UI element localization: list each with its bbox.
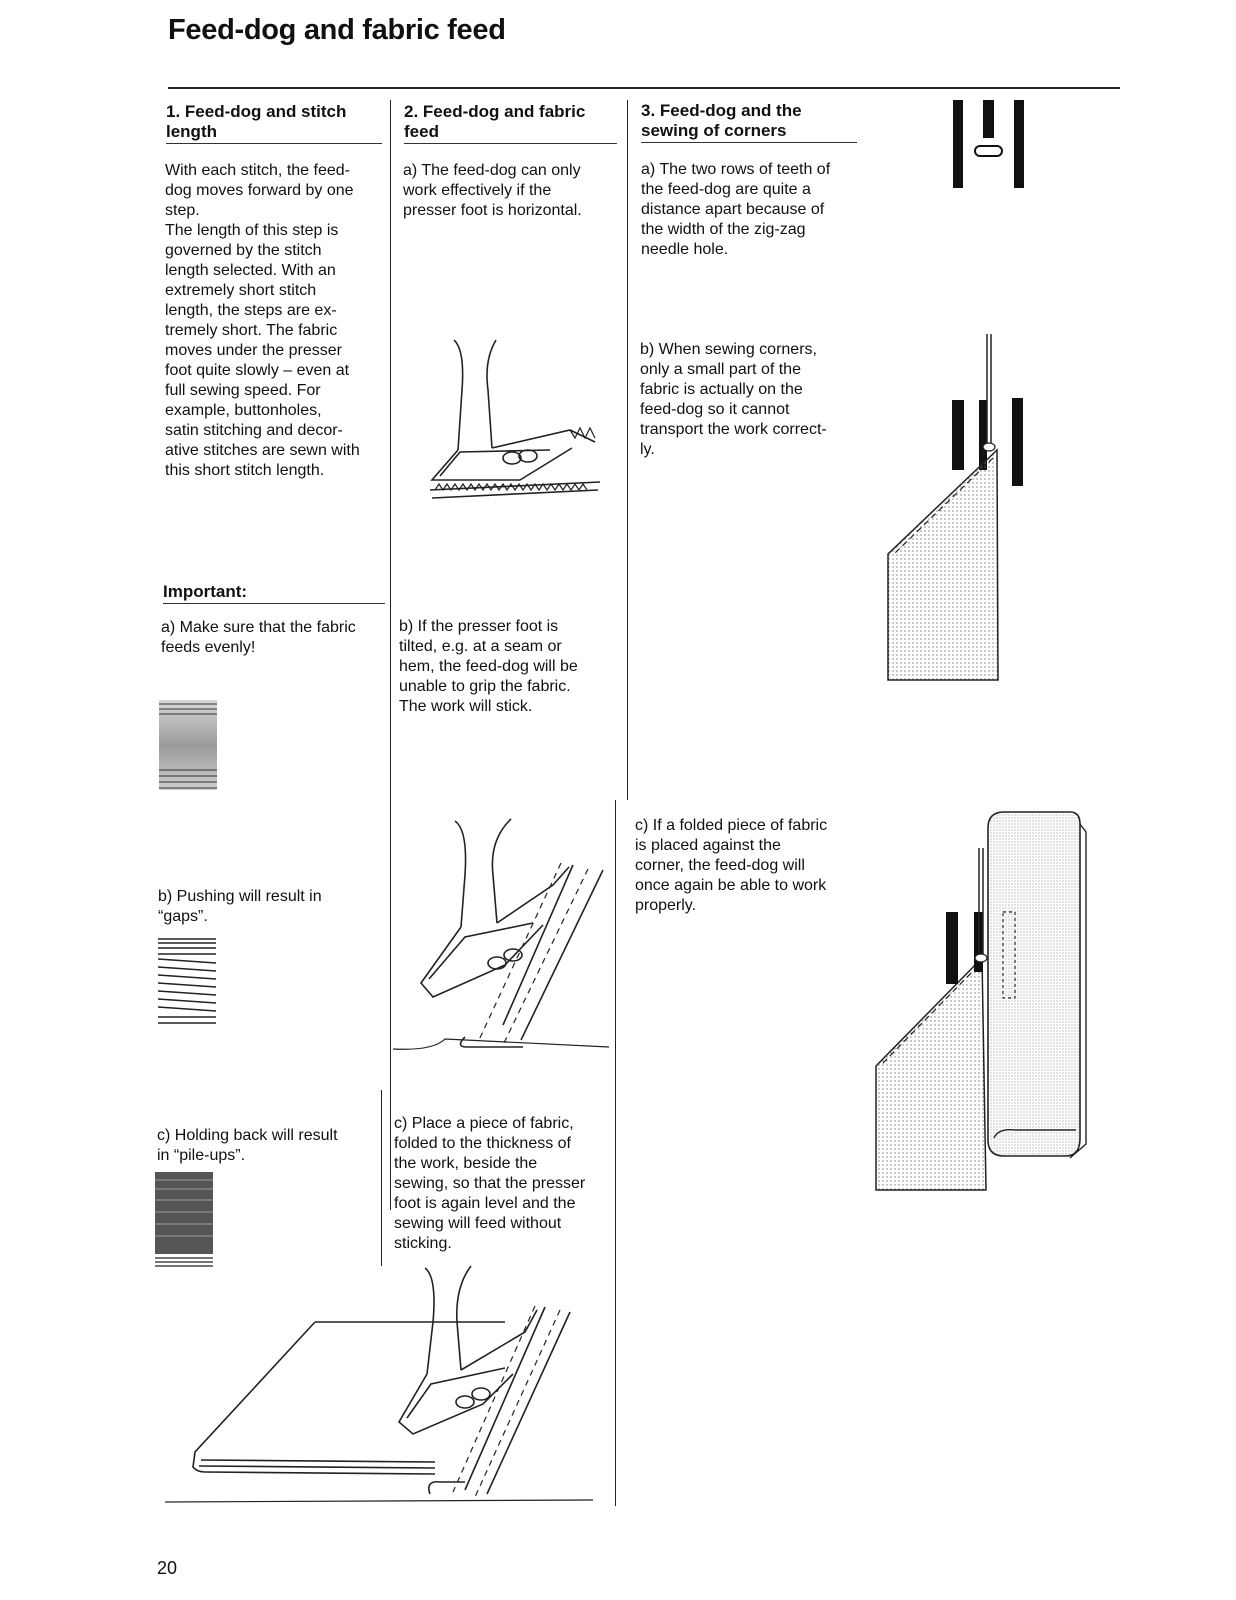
pileup-stitch-sample bbox=[155, 1172, 213, 1267]
column3-b-text: b) When sewing corners, only a small part of the fabric is actually on the feed-dog so it cannot transport the work correct- ly. bbox=[640, 341, 827, 458]
presser-foot-folded-fabric-illustration bbox=[165, 1262, 585, 1507]
corner-folded-fabric-illustration bbox=[870, 808, 1095, 1193]
column3-a-text: a) The two rows of teeth of the feed-dog are quite a distance apart because of the width of the zig-zag needle hole. bbox=[641, 161, 831, 258]
feed-dog-teeth-symbol bbox=[953, 98, 1028, 190]
even-stitch-sample bbox=[159, 700, 217, 790]
column3-c-text: c) If a folded piece of fabric is placed against the corner, the feed-dog will once again be able to work properly. bbox=[635, 817, 828, 914]
column1-body: With each stitch, the feed- dog moves forward by one step. The length of this step is governed by the stitch length selected. With an extremely short stitch length, the steps are ex- tremely short. The fabric moves under the presser foot quite slowly – even at full sewing speed. For example, buttonholes, satin stitching and decor- ative stitches are sewn with this short stitch length. bbox=[165, 162, 360, 479]
gaps-stitch-sample bbox=[158, 937, 216, 1027]
important-heading: Important: bbox=[163, 582, 385, 604]
title-rule bbox=[168, 87, 1120, 89]
column-divider-1-lower bbox=[381, 1090, 382, 1266]
column2-a-text: a) The feed-dog can only work effectively if the presser foot is horizontal. bbox=[403, 162, 582, 219]
column2-c-text: c) Place a piece of fabric, folded to the thickness of the work, beside the sewing, so that the presser foot is again level and the sewing will feed without sticking. bbox=[394, 1115, 586, 1252]
column2-b-text: b) If the presser foot is tilted, e.g. at a seam or hem, the feed-dog will be unable to grip the fabric. The work will stick. bbox=[399, 618, 578, 715]
column3-heading: 3. Feed-dog and the sewing of corners bbox=[641, 101, 857, 143]
page-title: Feed-dog and fabric feed bbox=[168, 14, 506, 46]
page-number: 20 bbox=[157, 1558, 178, 1578]
presser-foot-horizontal-illustration bbox=[420, 330, 610, 515]
important-b-text: b) Pushing will result in “gaps”. bbox=[158, 888, 322, 925]
column-divider-2 bbox=[627, 100, 628, 800]
important-a-text: a) Make sure that the fabric feeds evenly! bbox=[161, 619, 356, 656]
important-c-text: c) Holding back will result in “pile-ups”. bbox=[157, 1127, 338, 1164]
presser-foot-tilted-illustration bbox=[393, 815, 613, 1055]
corner-sewing-illustration bbox=[880, 330, 1040, 685]
column-divider-1 bbox=[390, 100, 391, 1210]
column1-heading: 1. Feed-dog and stitch length bbox=[166, 102, 382, 144]
column2-heading: 2. Feed-dog and fabric feed bbox=[404, 102, 617, 144]
